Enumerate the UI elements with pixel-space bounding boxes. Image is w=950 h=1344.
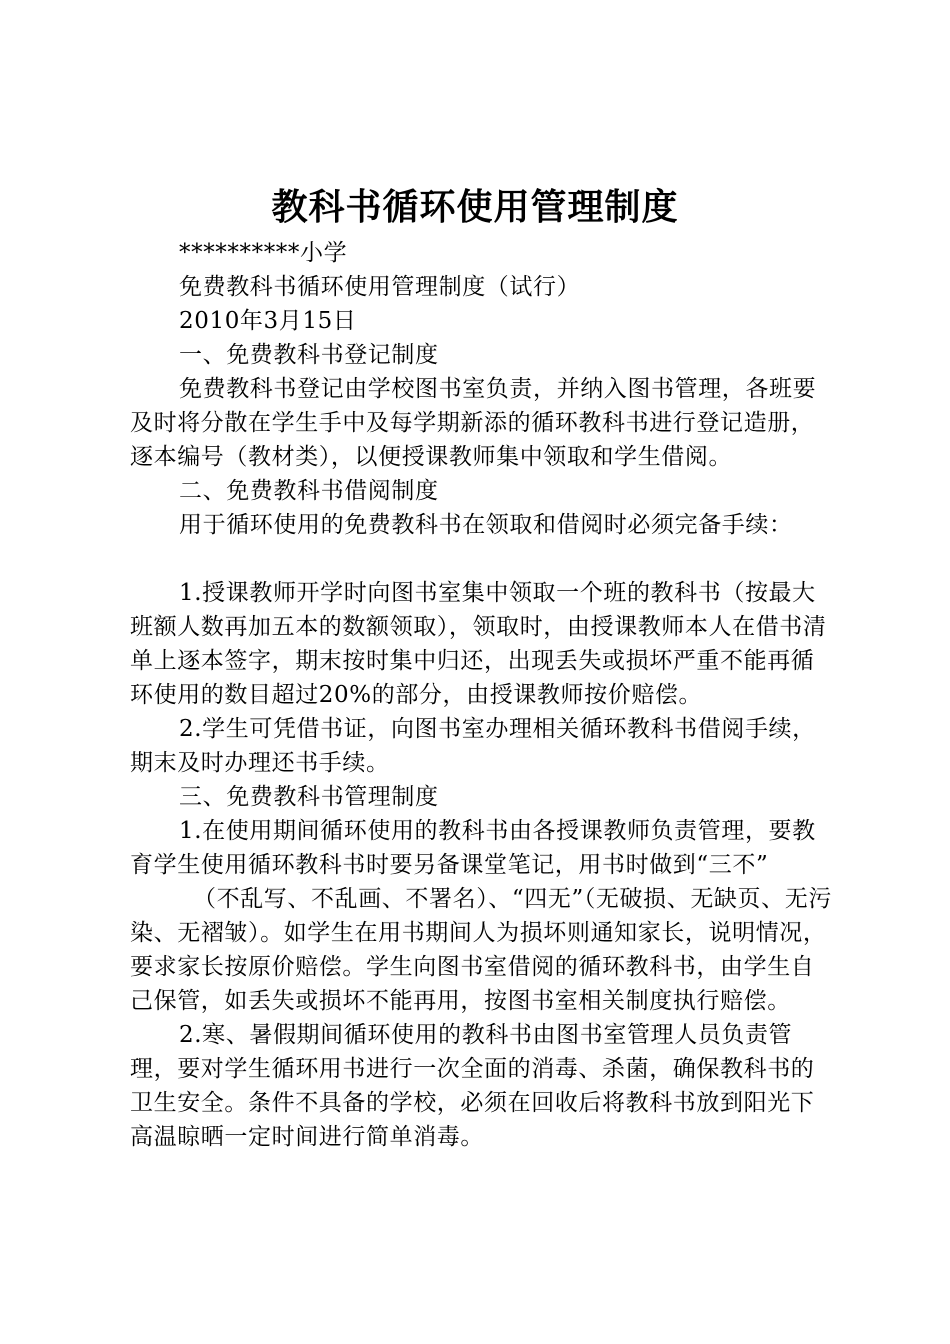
section-3-heading: 三、免费教科书管理制度 [179, 784, 439, 810]
school-line: **********小学 [179, 240, 348, 266]
section-2-item-1: 1.授课教师开学时向图书室集中领取一个班的教科书（按最大班额人数再加五本的数额领取），领取时，由授课教师本人在借书清单上逐本签字，期末按时集中归还，出现丢失或损坏严重不能再循环使用的数目超过20%的部分，由授课教师按价赔偿。 [130, 580, 827, 708]
document-body [130, 236, 835, 1154]
subtitle: 免费教科书循环使用管理制度（试行） [179, 274, 581, 300]
section-2-heading: 二、免费教科书借阅制度 [179, 478, 439, 504]
blank-line [130, 542, 835, 576]
section-3-item-1-continued: （不乱写、不乱画、不署名）、“四无”（无破损、无缺页、无污染、无褶皱）。如学生在用书期间人为损坏则通知家长，说明情况，要求家长按原价赔偿。学生向图书室借阅的循环教科书，由学生自己保管，如丢失或损坏不能再用，按图书室相关制度执行赔偿。 [130, 886, 832, 1014]
section-3-item-1: 1.在使用期间循环使用的教科书由各授课教师负责管理，要教育学生使用循环教科书时要另备课堂笔记，用书时做到“三不” [130, 818, 816, 878]
section-2-item-2: 2.学生可凭借书证，向图书室办理相关循环教科书借阅手续，期末及时办理还书手续。 [130, 716, 816, 776]
section-1-paragraph: 免费教科书登记由学校图书室负责，并纳入图书管理，各班要及时将分散在学生手中及每学期新添的循环教科书进行登记造册，逐本编号（教材类），以便授课教师集中领取和学生借阅。 [130, 376, 817, 470]
section-2-intro: 用于循环使用的免费教科书在领取和借阅时必须完备手续： [179, 512, 793, 538]
date-line: 2010年3月15日 [179, 308, 357, 334]
section-1-heading: 一、免费教科书登记制度 [179, 342, 439, 368]
section-3-item-2: 2.寒、暑假期间循环使用的教科书由图书室管理人员负责管理，要对学生循环用书进行一次全面的消毒、杀菌，确保教科书的卫生安全。条件不具备的学校，必须在回收后将教科书放到阳光下高温晾晒一定时间进行简单消毒。 [130, 1022, 815, 1150]
document-title: 教科书循环使用管理制度 [271, 186, 679, 228]
